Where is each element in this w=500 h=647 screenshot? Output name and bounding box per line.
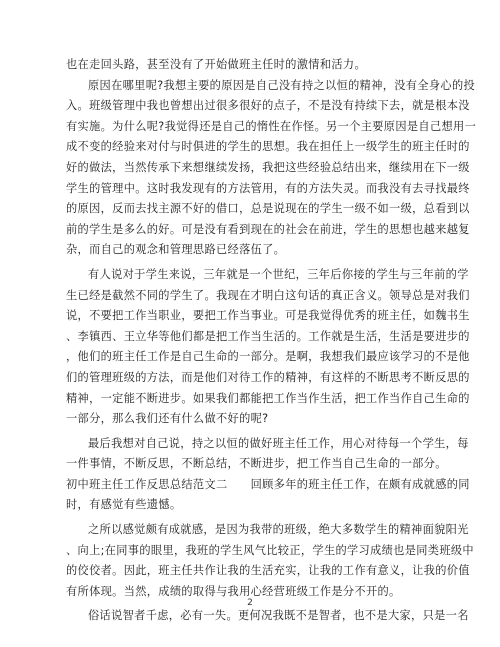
paragraph [66,55,436,76]
text-line: 成不变的经验来对付与时俱进的学生的思想。我在担任上一级学生的班主任时的 [66,140,470,154]
paragraph [66,606,469,627]
paragraph [66,76,477,261]
paragraph [66,265,470,430]
paragraph [66,434,469,475]
text-line: 有人说对于学生来说，三年就是一个世纪，三年后你接的学生与三年前的学 [88,267,469,281]
text-line: 杂，而自己的观念和管理思路已经落伍了。 [66,243,286,257]
text-line: 入。班级管理中我也曾想出过很多很好的点子，不是没有持续下去，就是根本没 [66,99,470,113]
text-line: 们的管理班级的方法，而是他们对待工作的精神，有这样的不断思考不断反思的 [66,370,470,384]
text-line: 一部分，那么我们还有什么做不好的呢? [66,412,269,426]
text-line: 的佼佼者。因此，班主任共作让我的生活充实，让我的工作有意义，让我的价值 [66,564,470,578]
text-line: 之所以感觉颇有成就感，是因为我带的班级，绝大多数学生的精神面貌阳光 [88,523,469,537]
text-line: 好的做法，当然传承下来想继续发扬，我把这些经验总结出来，继续用在下一级 [66,160,470,174]
text-line: 一件事情，不断反思，不断总结，不断进步，把工作当自己生命的一部分。 [66,457,447,471]
text-line: 、李镇西、王立华等他们都是把工作当生活的。工作就是生活，生活是要进步的 [66,329,470,343]
text-line: 俗话说智者千虑，必有一失。更何况我既不是智者，也不是大家，只是一名 [88,609,469,623]
text-line: 前的学生是多么的好。可是没有看到现在的社会在前进，学生的思想也越来越复 [66,222,470,236]
text-line: 原因在哪里呢?我想主要的原因是自己没有持之以恒的精神，没有全身心的投 [88,78,476,92]
text-line: 精神，一定能不断进步。如果我们都能把工作当作生活，把工作当作自己生命的 [66,391,470,405]
text-line: 生已经是截然不同的学生了。我现在才明白这句话的真正含义。领导总是对我们 [66,288,470,302]
page-number: 2 [247,598,253,608]
text-line: 也在走回头路，甚至没有了开始做班主任时的激情和活力。 [66,58,366,71]
text-line: 时，有感觉有些遗憾。 [66,498,182,512]
paragraph [66,520,474,602]
text-line: 的原因，反而去找主源不好的借口，总是说现在的学生一级不如一级，总看到以 [66,202,470,216]
text-line: ，他们的班主任工作是自己生命的一部分。是啊，我想我们最应该学习的不是他 [66,350,470,364]
text-line: 有所体现。当然，成绩的取得与我用心经营班级工作是分不开的。 [66,584,401,598]
paragraph [66,475,470,516]
text-line: 有实施。为什么呢?我觉得还是自己的惰性在作怪。另一个主要原因是自己想用一 [66,119,477,133]
text-line: 初中班主任工作反思总结范文二 回顾多年的班主任工作，在颇有成就感的同 [66,477,470,491]
text-line: 最后我想对自己说，持之以恒的做好班主任工作，用心对待每一个学生，每 [88,436,469,450]
document-body [66,55,477,627]
text-line: 说，不要把工作当职业，要把工作当事业。可是我觉得优秀的班主任，如魏书生 [66,309,470,323]
text-line: 、向上;在同事的眼里，我班的学生风气比较正，学生的学习成绩也是同类班级中 [66,543,474,557]
text-line: 学生的管理中。这时我发现有的方法管用，有的方法失灵。而我没有去寻找最终 [66,181,470,195]
